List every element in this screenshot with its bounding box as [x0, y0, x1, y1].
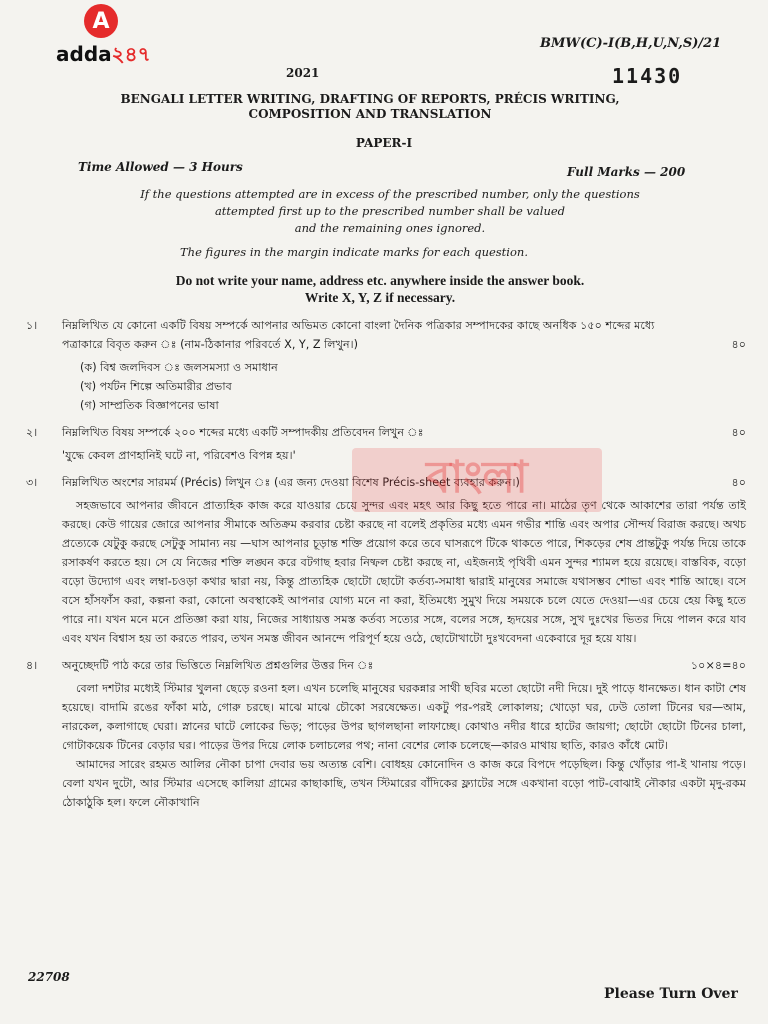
question-marks: ৪০	[731, 476, 746, 489]
questions	[26, 316, 746, 812]
logo-text: adda২৪৭	[56, 42, 151, 66]
time-allowed: Time Allowed — 3 Hours	[78, 160, 243, 174]
question-number: ১।	[26, 319, 38, 332]
adda247-logo	[56, 4, 176, 64]
precis-passage: সহজভাবে আপনার জীবনে প্রাত্যহিক কাজ করে যাওয়ার চেয়ে সুন্দর এবং মহৎ আর কিছু হতে পারে না। মাঠের তৃণ থেকে আকাশের তারা পর্যন্ত তাই করছে। কেউ গায়ের জোরে আপনার সীমাকে অতিক্রম করবার চেষ্টা করছে না বলেই প্রকৃতির মধ্যে এমন গভীর শান্তি এবং অপার সৌন্দর্য বিরাজ করছে। অথচ প্রত্যেকে যেটুকু করছে সেটুকু সামান্য নয় —ঘাস আপনার চূড়ান্ত শক্তি প্রয়োগ করে তবে ঘাসরূপে টিকে থাকতে পারে, শিকড়ের শেষ প্রান্তটুকু পর্যন্ত দিয়ে তাকে রসাকর্ষণ করতে হয়। সে যে নিজের শক্তি লঙ্ঘন করে বটগাছ হবার নিষ্ফল চেষ্টা করছে না, এইজন্যই পৃথিবী এমন সুন্দর শ্যামল হয়ে রয়েছে। বাস্তবিক, বড়ো বড়ো উদ্যোগ এবং লম্বা-চওড়া কথার দ্বারা নয়, কিন্তু প্রাত্যহিক ছোটো ছোটো কর্তব্য-সমাধা দ্বারাই মানুষের সমাজে যথাসম্ভব শোভা এবং শান্তি আছে। বসে বসে হাঁসফাঁস করা, কল্পনা করা, কোনো অবস্থাকেই আপনার যোগ্য মনে না করা, ইতিমধ্যে সুমুখ দিয়ে সময়কে চলে যেতে দেওয়া—এর চেয়ে হেয় কিছু হতে পারে না। যখন মনে মনে প্রতিজ্ঞা করা যায়, নিজের সাধ্যায়ত্ত সমস্ত কর্তব্য সত্যের সঙ্গে, বলের সঙ্গে, হৃদয়ের সঙ্গে, সুখ দুঃখের ভিতর দিয়ে পালন করে যাব এবং যখন বিশ্বাস হয় তা করতে পারব, তখন সমস্ত জীবন আনন্দে পরিপূর্ণ হয়ে ওঠে, ছোটোখাটো দুঃখবেদনা একেবারে দূর হয়ে যায়।	[62, 499, 746, 645]
question-text: অনুচ্ছেদটি পাঠ করে তার ভিত্তিতে নিম্নলিখিত প্রশ্নগুলির উত্তর দিন ঃ	[62, 659, 374, 672]
footer-code: 22708	[28, 970, 70, 984]
serial-number: 11430	[612, 64, 683, 88]
please-turn-over: Please Turn Over	[604, 986, 738, 1002]
question-number: ৪।	[26, 659, 38, 672]
question-marks: ৪০	[731, 426, 746, 439]
question-number: ৩।	[26, 476, 38, 489]
paper-number: PAPER-I	[355, 136, 413, 150]
question-text: নিম্নলিখিত অংশের সারমর্ম (Précis) লিখুন ঃ (এর জন্য দেওয়া বিশেষ Précis-sheet ব্যবহার করুন।)	[62, 476, 520, 489]
question-marks: ৪০	[731, 338, 746, 351]
full-marks: Full Marks — 200	[567, 165, 686, 179]
instructions: If the questions attempted are in excess of the prescribed number, only the questions attempted first up to the prescribed number shall be valued and the remaining ones ignored.	[140, 187, 640, 235]
comprehension-passage-1: বেলা দশটার মধ্যেই স্টিমার খুলনা ছেড়ে রওনা হল। এখন চলেছি মানুষের ঘরকন্নার সাথী ছবির মতো ছোটো নদী দিয়ে। দুই পাড়ে ধানক্ষেত। ধান কাটা শেষ হয়েছে। বাদামি রঙের ফাঁকা মাঠ, গোরু চরছে। মাঝে মাঝে চৌকো সরষেক্ষেত। একটু পর-পরই লোকালয়; খোড়ো ঘর, ঢেউ তোলা টিনের ঘর—আম, নারকেল, কলাগাছে ঘেরা। স্নানের ঘাটে লোকের ভিড়; পাড়ের উপর ছাগলছানা লাফাচ্ছে। কোথাও নদীর ধারে হাটের জায়গা; ছোটো ছোটো টিনের চালা, গোটাকয়েক টিনের বেড়ার ঘর। পাড়ের উপর দিয়ে লোক চলাচলের পথ; নানা বেশের লোক চলেছে—কারও মাথায় ছাতি, কারও কাঁধে মোট।	[62, 682, 746, 752]
question-number: ২।	[26, 426, 38, 439]
option-kha: (খ) পর্যটন শিল্পে অতিমারীর প্রভাব	[80, 380, 232, 393]
watermark: বাংলা	[352, 448, 602, 512]
paper-code: BMW(C)-I(B,H,U,N,S)/21	[540, 36, 722, 51]
paper-title: BENGALI LETTER WRITING, DRAFTING OF REPORTS, PRÉCIS WRITING, COMPOSITION AND TRANSLATION	[120, 92, 620, 121]
question-text: নিম্নলিখিত যে কোনো একটি বিষয় সম্পর্কে আপনার অভিমত কোনো বাংলা দৈনিক পত্রিকার সম্পাদকের কাছে অনধিক ১৫০ শব্দের মধ্যে পত্রাকারে বিবৃত করুন ঃ (নাম-ঠিকানার পরিবর্তে X, Y, Z লিখুন।)	[62, 319, 655, 351]
logo-mark: A	[84, 4, 118, 38]
option-ka: (ক) বিশ্ব জলদিবস ঃ জলসমস্যা ও সমাধান	[80, 361, 278, 374]
question-marks: ১০×৪=৪০	[690, 659, 746, 672]
question-4	[26, 656, 746, 675]
warning: Do not write your name, address etc. anywhere inside the answer book. Write X, Y, Z if necessary.	[175, 273, 585, 305]
question-text: নিম্নলিখিত বিষয় সম্পর্কে ২০০ শব্দের মধ্যে একটি সম্পাদকীয় প্রতিবেদন লিখুন ঃ	[62, 426, 424, 439]
option-ga: (গ) সাম্প্রতিক বিজ্ঞাপনের ভাষা	[80, 399, 219, 412]
question-2	[26, 423, 746, 442]
exam-year: 2021	[286, 66, 320, 80]
figures-note: The figures in the margin indicate marks for each question.	[180, 245, 528, 259]
question-quote: 'যুদ্ধে কেবল প্রাণহানিই ঘটে না, পরিবেশও বিপন্ন হয়।'	[62, 449, 296, 462]
comprehension-passage-2: আমাদের সারেং রহমত আলির নৌকা চাপা দেবার ভয় অত্যন্ত বেশি। বোধহয় কোনোদিন ও কাজ করে বিপদে পড়েছিল। কিন্তু খোঁড়ার পা-ই খানায় পড়ে। বেলা যখন দুটো, আর স্টিমার এসেছে কালিয়া গ্রামের কাছাকাছি, তখন স্টিমারের বাঁদিকের ফ্ল্যাটের সঙ্গে একখানা বড়ো পাট-বোঝাই নৌকার একটা মৃদু-রকম ঠোকাঠুকি হল। ফলে নৌকাখানি	[62, 758, 746, 809]
question-1	[26, 316, 746, 354]
